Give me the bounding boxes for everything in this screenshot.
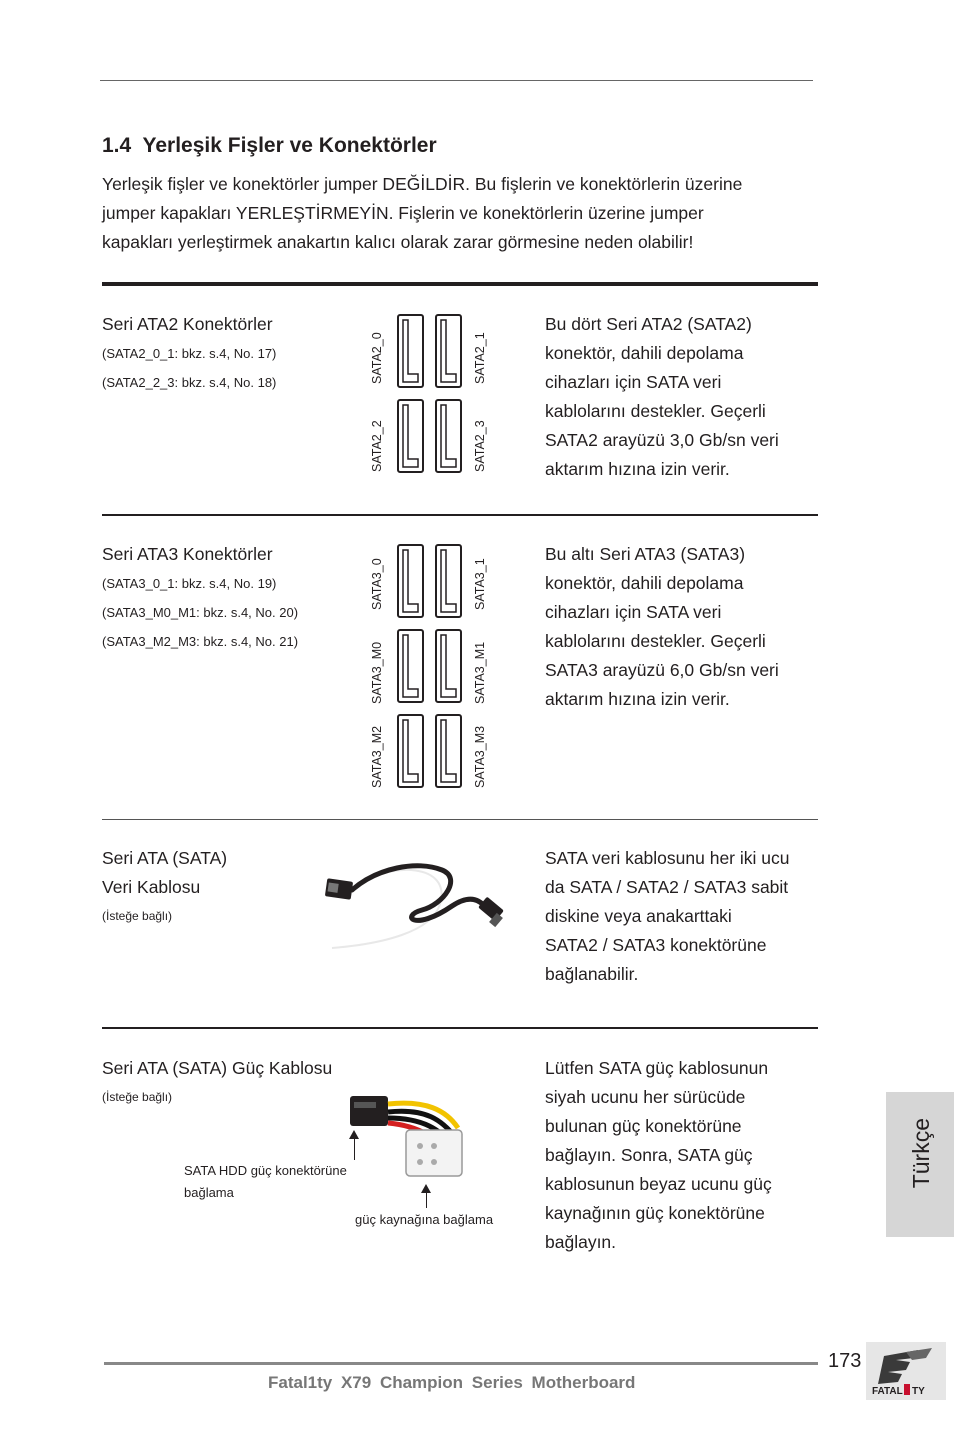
description-line: bağlanabilir.: [545, 964, 639, 984]
connector-label: SATA2_0: [370, 332, 384, 384]
sata3-ref: (SATA3_M2_M3: bkz. s.4, No. 21): [102, 634, 299, 649]
description-line: bağlayın.: [545, 1232, 617, 1252]
connector-label: SATA3_M3: [473, 725, 487, 788]
intro-paragraph: [102, 170, 817, 257]
language-tab-label: Türkçe: [908, 1118, 934, 1189]
connector-label: SATA3_0: [370, 558, 384, 610]
arrow-line: [354, 1138, 355, 1160]
sata-connector-icon: [397, 314, 424, 388]
description-line: konektör, dahili depolama: [545, 343, 744, 363]
sata-connector-icon: [435, 714, 462, 788]
connector-label: SATA2_1: [473, 332, 487, 384]
sata-connector-icon: [397, 629, 424, 703]
connector-label: SATA3_1: [473, 558, 487, 610]
sata-power-cable-image: [346, 1090, 482, 1186]
data-cable-description: [545, 844, 820, 989]
svg-text:TY: TY: [912, 1386, 925, 1397]
description-line: aktarım hızına izin verir.: [545, 459, 730, 479]
data-cable-title: Seri ATA (SATA): [102, 848, 228, 868]
description-line: SATA veri kablosunu her iki ucu: [545, 848, 790, 868]
description-line: Bu dört Seri ATA2 (SATA2): [545, 314, 752, 334]
power-cable-optional: (İsteğe bağlı): [102, 1090, 173, 1104]
caption-line: SATA HDD güç konektörüne: [184, 1163, 347, 1178]
description-line: kablolarını destekler. Geçerli: [545, 631, 766, 651]
language-tab: [886, 1092, 954, 1237]
svg-text:FATAL: FATAL: [872, 1386, 903, 1397]
sata3-ref: (SATA3_M0_M1: bkz. s.4, No. 20): [102, 605, 299, 620]
description-line: bağlayın. Sonra, SATA güç: [545, 1145, 753, 1165]
description-line: SATA2 / SATA3 konektörüne: [545, 935, 767, 955]
footer-rule: [104, 1362, 818, 1365]
intro-line: kapakları yerleştirmek anakartın kalıcı olarak zarar görmesine neden olabilir!: [102, 232, 694, 252]
footer-product-name: Fatal1ty X79 Champion Series Motherboard: [268, 1373, 636, 1392]
data-cable-title: Veri Kablosu: [102, 877, 201, 897]
connector-label: SATA2_3: [473, 420, 487, 472]
description-line: kablosunun beyaz ucunu güç: [545, 1174, 772, 1194]
sata-connector-icon: [397, 399, 424, 473]
sata2-ref: (SATA2_0_1: bkz. s.4, No. 17): [102, 346, 277, 361]
power-cable-title: Seri ATA (SATA) Güç Kablosu: [102, 1058, 333, 1078]
section-title: Yerleşik Fişler ve Konektörler: [142, 134, 437, 157]
section-divider: [102, 514, 818, 516]
sata-connector-icon: [397, 544, 424, 618]
description-line: Lütfen SATA güç kablosunun: [545, 1058, 769, 1078]
sata2-description: [545, 310, 820, 484]
description-line: SATA2 arayüzü 3,0 Gb/sn veri: [545, 430, 779, 450]
description-line: bulunan güç konektörüne: [545, 1116, 742, 1136]
sata2-title: Seri ATA2 Konektörler: [102, 314, 273, 334]
description-line: cihazları için SATA veri: [545, 602, 722, 622]
sata-connector-icon: [435, 544, 462, 618]
intro-line: jumper kapakları YERLEŞTİRMEYİN. Fişlerin ve konektörlerin üzerine jumper: [102, 203, 704, 223]
description-line: kablolarını destekler. Geçerli: [545, 401, 766, 421]
description-line: SATA3 arayüzü 6,0 Gb/sn veri: [545, 660, 779, 680]
sata2-ref: (SATA2_2_3: bkz. s.4, No. 18): [102, 375, 277, 390]
connector-label: SATA3_M1: [473, 641, 487, 704]
arrow-line: [426, 1192, 427, 1208]
sata-connector-icon: [435, 629, 462, 703]
section-heading: [102, 134, 437, 158]
caption-line: bağlama: [184, 1185, 234, 1200]
section-divider: [102, 282, 818, 286]
sata-connector-icon: [435, 399, 462, 473]
connector-label: SATA2_2: [370, 420, 384, 472]
page-number: 173: [828, 1350, 862, 1372]
sata-connector-icon: [397, 714, 424, 788]
sata3-ref: (SATA3_0_1: bkz. s.4, No. 19): [102, 576, 277, 591]
description-line: Bu altı Seri ATA3 (SATA3): [545, 544, 746, 564]
intro-line: Yerleşik fişler ve konektörler jumper DEĞİLDİR. Bu fişlerin ve konektörlerin üzerine: [102, 174, 743, 194]
data-cable-optional: (İsteğe bağlı): [102, 909, 173, 923]
section-divider: [102, 1027, 818, 1029]
header-rule: [100, 80, 813, 81]
description-line: kaynağının güç konektörüne: [545, 1203, 765, 1223]
sata3-title: Seri ATA3 Konektörler: [102, 544, 273, 564]
sata-connector-icon: [435, 314, 462, 388]
sata-data-cable-image: [322, 860, 512, 952]
fatal1ty-logo: [866, 1342, 946, 1400]
description-line: diskine veya anakarttaki: [545, 906, 732, 926]
description-line: siyah ucunu her sürücüde: [545, 1087, 746, 1107]
description-line: konektör, dahili depolama: [545, 573, 744, 593]
description-line: cihazları için SATA veri: [545, 372, 722, 392]
power-cable-description: [545, 1054, 820, 1257]
psu-caption: güç kaynağına bağlama: [355, 1212, 494, 1227]
section-number: 1.4: [102, 134, 132, 157]
description-line: aktarım hızına izin verir.: [545, 689, 730, 709]
connector-label: SATA3_M0: [370, 641, 384, 704]
hdd-connector-caption: [184, 1160, 347, 1204]
description-line: da SATA / SATA2 / SATA3 sabit: [545, 877, 789, 897]
section-divider: [102, 819, 818, 820]
connector-label: SATA3_M2: [370, 725, 384, 788]
sata3-description: [545, 540, 820, 714]
